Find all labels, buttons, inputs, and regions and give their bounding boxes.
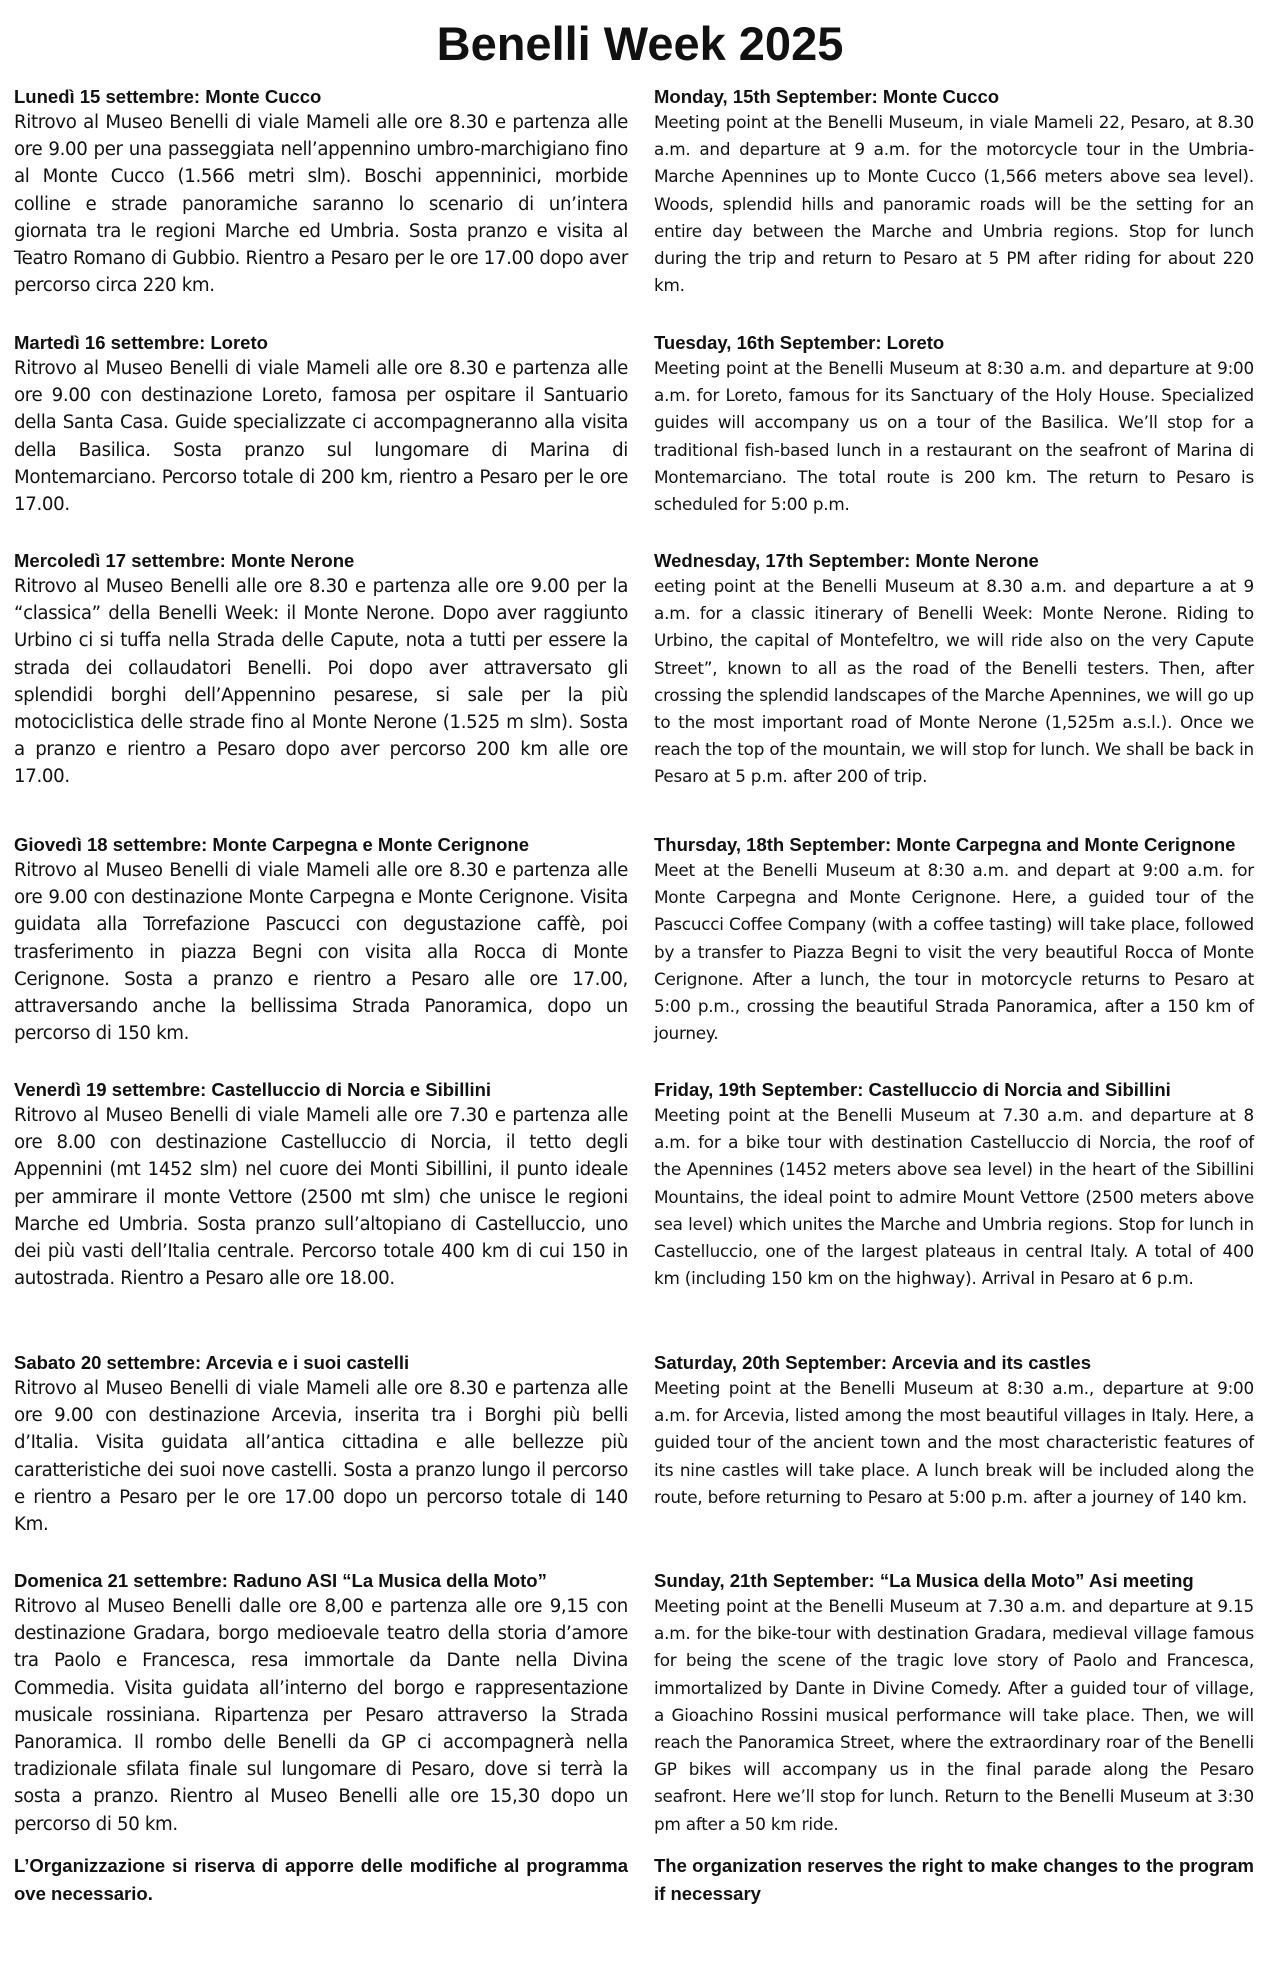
day-section-it-friday: [14, 1077, 628, 1292]
day-heading: Lunedì 15 settembre: Monte Cucco: [14, 86, 322, 107]
day-description: Meeting point at the Benelli Museum at 8:30 a.m., departure at 9:00 a.m. for Arcevia, listed among the most beautiful villages in Italy. Here, a guided tour of the ancient town and the most characteristic features of its nine castles will take place. A lunch break will be included along the route, before returning to Pesaro at 5:00 p.m. after a journey of 140 km.: [654, 1378, 1254, 1507]
day-heading: Domenica 21 settembre: Raduno ASI “La Musica della Moto”: [14, 1570, 547, 1591]
day-description: Ritrovo al Museo Benelli alle ore 8.30 e partenza alle ore 9.00 per la “classica” della Benelli Week: il Monte Nerone. Dopo aver raggiunto Urbino ci si tuffa nella Strada delle Capute, nota a tutti per essere la strada dei collaudatori Benelli. Poi dopo aver attraversato gli splendidi borghi dell’Appennino pesarese, si sale per la più motociclistica delle strade fino al Monte Nerone (1.525 m slm). Sosta a pranzo e rientro a Pesaro dopo aver percorso 200 km alle ore 17.00.: [14, 576, 628, 788]
day-description: Ritrovo al Museo Benelli di viale Mameli alle ore 7.30 e partenza alle ore 8.00 con destinazione Castelluccio di Norcia, il tetto degli Appennini (mt 1452 slm) nel cuore dei Monti Sibillini, il punto ideale per ammirare il monte Vettore (2500 mt slm) che unisce le regioni Marche ed Umbria. Sosta pranzo sull’altopiano di Castelluccio, uno dei più vasti dell’Italia centrale. Percorso totale 400 km di cui 150 in autostrada. Rientro a Pesaro alle ore 18.00.: [14, 1105, 628, 1290]
day-section-en-thursday: [654, 832, 1254, 1047]
day-section-it-wednesday: [14, 548, 628, 791]
organization-note-it: [14, 1852, 628, 1907]
day-section-en-monday: [654, 84, 1254, 299]
day-section-en-friday: [654, 1077, 1254, 1292]
day-description: Ritrovo al Museo Benelli di viale Mameli alle ore 8.30 e partenza alle ore 9.00 con destinazione Arcevia, inserita tra i Borghi più belli d’Italia. Visita guidata all’antica cittadina e alle bellezze più caratteristiche dei suoi nove castelli. Sosta a pranzo lungo il percorso e rientro a Pesaro per le ore 17.00 dopo un percorso totale di 140 Km.: [14, 1378, 628, 1536]
day-heading: Thursday, 18th September: Monte Carpegna and Monte Cerignone: [654, 834, 1236, 855]
day-description: Ritrovo al Museo Benelli di viale Mameli alle ore 8.30 e partenza alle ore 9.00 con destinazione Monte Carpegna e Monte Cerignone. Visita guidata alla Torrefazione Pascucci con degustazione caffè, poi trasferimento in piazza Begni con visita alla Rocca di Monte Cerignone. Sosta a pranzo e rientro a Pesaro alle ore 17.00, attraversando anche la bellissima Strada Panoramica, dopo un percorso di 150 km.: [14, 860, 628, 1045]
day-heading: Venerdì 19 settembre: Castelluccio di Norcia e Sibillini: [14, 1079, 492, 1100]
day-section-en-wednesday: [654, 548, 1254, 791]
organization-note-en: [654, 1852, 1254, 1907]
day-heading: Martedì 16 settembre: Loreto: [14, 332, 268, 353]
day-heading: Giovedì 18 settembre: Monte Carpegna e Monte Cerignone: [14, 834, 530, 855]
day-section-it-sunday: [14, 1568, 628, 1838]
day-description: Meeting point at the Benelli Museum at 8:30 a.m. and departure at 9:00 a.m. for Loreto, famous for its Sanctuary of the Holy House. Specialized guides will accompany us on a tour of the Basilica. We’ll stop for a traditional fish-based lunch in a restaurant on the seafront of Marina di Montemarciano. The total route is 200 km. The return to Pesaro is scheduled for 5:00 p.m.: [654, 358, 1254, 515]
day-section-it-thursday: [14, 832, 628, 1047]
day-heading: Tuesday, 16th September: Loreto: [654, 332, 945, 353]
day-heading: Sunday, 21th September: “La Musica della Moto” Asi meeting: [654, 1570, 1194, 1591]
day-heading: Mercoledì 17 settembre: Monte Nerone: [14, 550, 355, 571]
day-description: Ritrovo al Museo Benelli di viale Mameli alle ore 8.30 e partenza alle ore 9.00 per una passeggiata nell’appennino umbro-marchigiano fino al Monte Cucco (1.566 metri slm). Boschi appenninici, morbide colline e strade panoramiche saranno lo scenario di un’intera giornata tra le regioni Marche ed Umbria. Sosta pranzo e visita al Teatro Romano di Gubbio. Rientro a Pesaro per le ore 17.00 dopo aver percorso circa 220 km.: [14, 112, 628, 297]
day-description: Ritrovo al Museo Benelli di viale Mameli alle ore 8.30 e partenza alle ore 9.00 con destinazione Loreto, famosa per ospitare il Santuario della Santa Casa. Guide specializzate ci accompagneranno alla visita della Basilica. Sosta pranzo sul lungomare di Marina di Montemarciano. Percorso totale di 200 km, rientro a Pesaro per le ore 17.00.: [14, 358, 628, 516]
day-description: Meeting point at the Benelli Museum at 7.30 a.m. and departure at 8 a.m. for a bike tour with destination Castelluccio di Norcia, the roof of the Apennines (1452 meters above sea level) in the heart of the Sibillini Mountains, the ideal point to admire Mount Vettore (2500 meters above sea level) which unites the Marche and Umbria regions. Stop for lunch in Castelluccio, one of the largest plateaus in central Italy. A total of 400 km (including 150 km on the highway). Arrival in Pesaro at 6 p.m.: [654, 1105, 1254, 1289]
day-description: Meet at the Benelli Museum at 8:30 a.m. and depart at 9:00 a.m. for Monte Carpegna and Monte Cerignone. Here, a guided tour of the Pascucci Coffee Company (with a coffee tasting) will take place, followed by a transfer to Piazza Begni to visit the very beautiful Rocca of Monte Cerignone. After a lunch, the tour in motorcycle returns to Pesaro at 5:00 p.m., crossing the beautiful Strada Panoramica, after a 150 km of journey.: [654, 860, 1254, 1044]
organization-note-text: L’Organizzazione si riserva di apporre delle modifiche al programma ove necessario.: [14, 1855, 628, 1904]
day-description: eeting point at the Benelli Museum at 8.30 a.m. and departure a at 9 a.m. for a classic itinerary of Benelli Week: Monte Nerone. Riding to Urbino, the capital of Montefeltro, we will ride also on the very Capute Street”, known to all as the road of the Benelli testers. Then, after crossing the splendid landscapes of the Marche Apennines, we will go up to the most important road of Monte Nerone (1,525m a.s.l.). Once we reach the top of the mountain, we will stop for lunch. We shall be back in Pesaro at 5 p.m. after 200 of trip.: [654, 576, 1254, 787]
day-description: Ritrovo al Museo Benelli dalle ore 8,00 e partenza alle ore 9,15 con destinazione Gradara, borgo medioevale teatro della storia d’amore tra Paolo e Francesca, resa immortale da Dante nella Divina Commedia. Visita guidata all’interno del borgo e rappresentazione musicale rossiniana. Ripartenza per Pesaro attraverso la Strada Panoramica. Il rombo delle Benelli da GP ci accompagnerà nella tradizionale sfilata finale sul lungomare di Pesaro, dove si terrà la sosta a pranzo. Rientro al Museo Benelli alle ore 15,30 dopo un percorso di 50 km.: [14, 1596, 628, 1835]
day-section-en-saturday: [654, 1350, 1254, 1511]
day-heading: Sabato 20 settembre: Arcevia e i suoi castelli: [14, 1352, 410, 1373]
day-heading: Saturday, 20th September: Arcevia and its castles: [654, 1352, 1091, 1373]
day-section-en-sunday: [654, 1568, 1254, 1838]
day-description: Meeting point at the Benelli Museum at 7.30 a.m. and departure at 9.15 a.m. for the bike-tour with destination Gradara, medieval village famous for being the scene of the tragic love story of Paolo and Francesca, immortalized by Dante in Divine Comedy. After a guided tour of village, a Gioachino Rossini musical performance will take place. Then, we will reach the Panoramica Street, where the extraordinary roar of the Benelli GP bikes will accompany us in the final parade along the Pesaro seafront. Here we’ll stop for lunch. Return to the Benelli Museum at 3:30 pm after a 50 km ride.: [654, 1596, 1254, 1834]
day-heading: Friday, 19th September: Castelluccio di Norcia and Sibillini: [654, 1079, 1171, 1100]
organization-note-text: The organization reserves the right to make changes to the program if necessary: [654, 1855, 1254, 1904]
day-section-it-saturday: [14, 1350, 628, 1538]
day-description: Meeting point at the Benelli Museum, in viale Mameli 22, Pesaro, at 8.30 a.m. and departure at 9 a.m. for the motorcycle tour in the Umbria-Marche Apennines up to Monte Cucco (1,566 meters above sea level). Woods, splendid hills and panoramic roads will be the setting for an entire day between the Marche and Umbria regions. Stop for lunch during the trip and return to Pesaro at 5 PM after riding for about 220 km.: [654, 112, 1254, 296]
day-section-it-tuesday: [14, 330, 628, 518]
day-heading: Monday, 15th September: Monte Cucco: [654, 86, 1000, 107]
day-section-it-monday: [14, 84, 628, 299]
page-title: Benelli Week 2025: [436, 17, 844, 70]
day-section-en-tuesday: [654, 330, 1254, 518]
day-heading: Wednesday, 17th September: Monte Nerone: [654, 550, 1039, 571]
